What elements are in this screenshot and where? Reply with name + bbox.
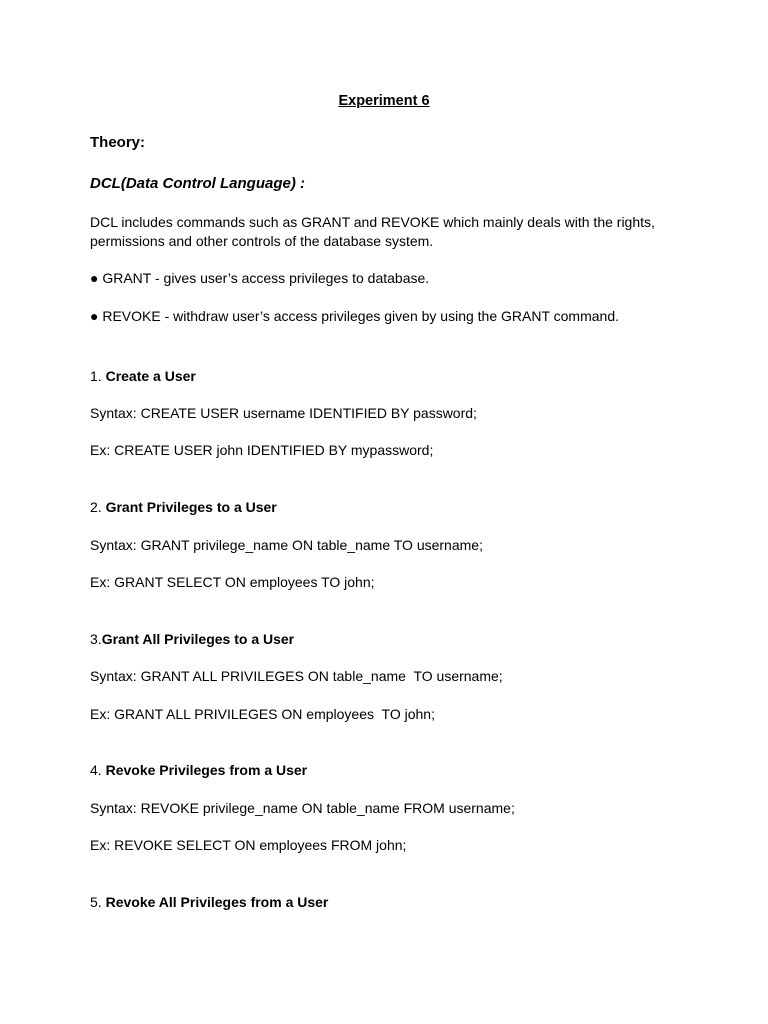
- section-syntax: Syntax: GRANT privilege_name ON table_name TO username;: [90, 537, 483, 553]
- section-number: 2.: [90, 499, 106, 515]
- section-example: Ex: CREATE USER john IDENTIFIED BY mypassword;: [90, 442, 434, 458]
- bullet-grant: ● GRANT - gives user’s access privileges to database.: [90, 270, 430, 286]
- section-heading-revoke-all-privileges: [90, 893, 690, 912]
- section-heading-text: Create a User: [105, 368, 196, 384]
- section-heading-create-user: [90, 367, 690, 386]
- section-number: 4.: [90, 762, 106, 778]
- theory-label: Theory:: [90, 134, 146, 151]
- section-heading-grant-privileges: [90, 498, 690, 517]
- section-heading-text: Revoke Privileges from a User: [105, 762, 308, 778]
- section-syntax: Syntax: GRANT ALL PRIVILEGES ON table_name TO username;: [90, 668, 503, 684]
- section-heading-revoke-privileges: [90, 761, 690, 780]
- bullet-revoke: ● REVOKE - withdraw user’s access privileges given by using the GRANT command.: [90, 308, 619, 324]
- section-number: 5.: [90, 894, 106, 910]
- section-heading-text: Grant All Privileges to a User: [101, 631, 295, 647]
- section-example: Ex: GRANT SELECT ON employees TO john;: [90, 574, 375, 590]
- page-title: Experiment 6: [338, 93, 430, 109]
- section-heading-grant-all-privileges: [90, 630, 690, 649]
- dcl-heading: DCL(Data Control Language) :: [90, 175, 305, 192]
- section-example: Ex: GRANT ALL PRIVILEGES ON employees TO john;: [90, 706, 435, 722]
- section-syntax: Syntax: REVOKE privilege_name ON table_name FROM username;: [90, 800, 515, 816]
- section-heading-text: Grant Privileges to a User: [105, 499, 277, 515]
- intro-line-1: DCL includes commands such as GRANT and REVOKE which mainly deals with the rights,: [90, 214, 655, 230]
- section-example: Ex: REVOKE SELECT ON employees FROM john;: [90, 837, 407, 853]
- section-syntax: Syntax: CREATE USER username IDENTIFIED BY password;: [90, 405, 477, 421]
- intro-line-2: permissions and other controls of the database system.: [90, 233, 434, 249]
- section-number: 1.: [90, 368, 106, 384]
- section-number: 3.: [90, 631, 102, 647]
- section-heading-text: Revoke All Privileges from a User: [105, 894, 329, 910]
